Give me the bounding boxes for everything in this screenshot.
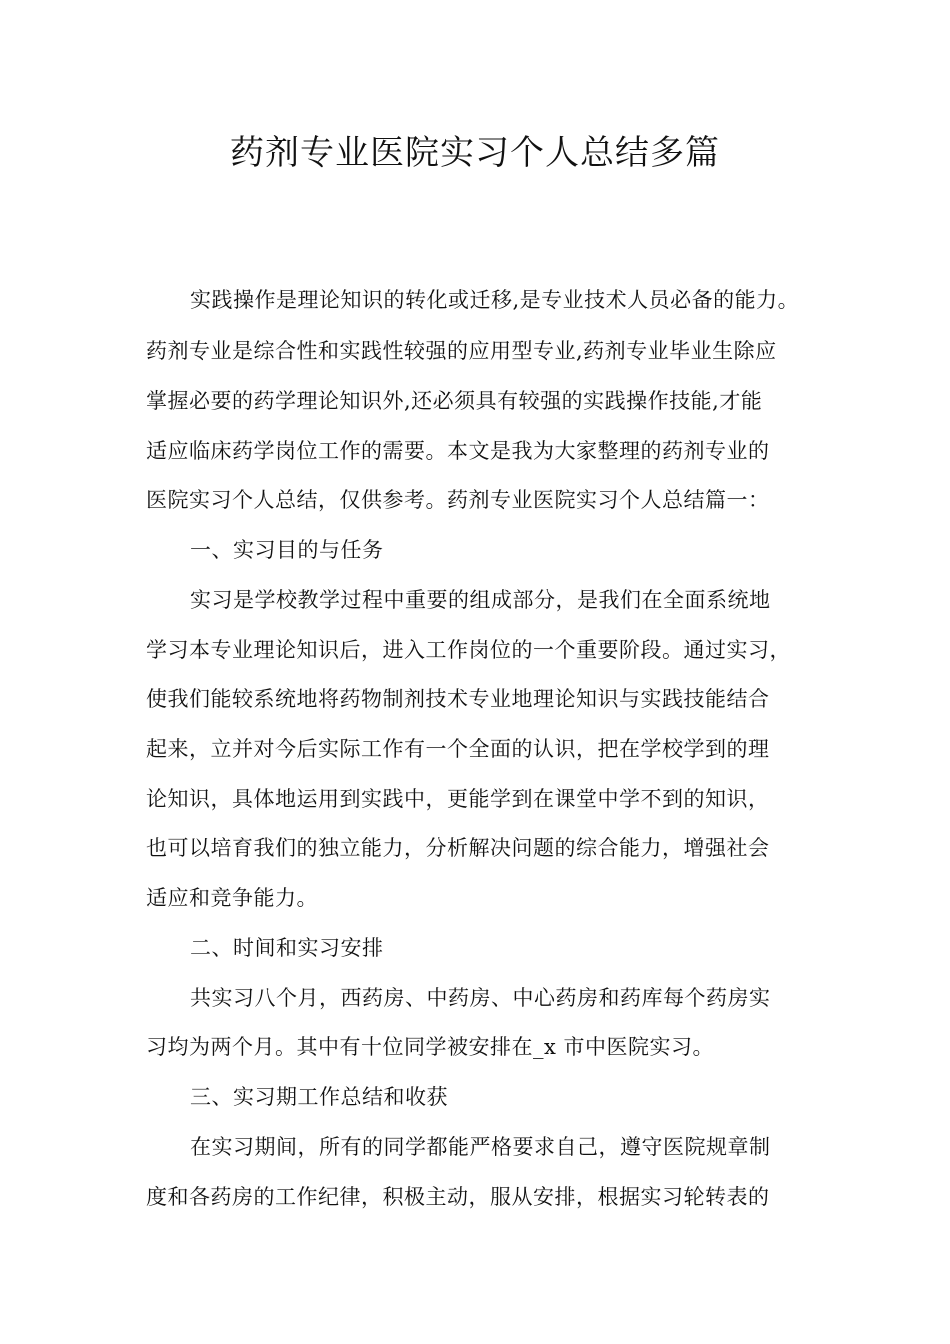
paragraph-line: 也可以培育我们的独立能力，分析解决问题的综合能力，增强社会 — [146, 836, 770, 860]
paragraph-line: 在实习期间，所有的同学都能严格要求自己，遵守医院规章制 — [190, 1135, 771, 1159]
paragraph-line: 论知识，具体地运用到实践中，更能学到在课堂中学不到的知识， — [146, 787, 770, 811]
paragraph-line: 药剂专业是综合性和实践性较强的应用型专业,药剂专业毕业生除应 — [146, 339, 777, 363]
section-heading: 二、时间和实习安排 — [190, 936, 384, 960]
section-heading: 一、实习目的与任务 — [190, 538, 384, 562]
paragraph-line: 起来，立并对今后实际工作有一个全面的认识，把在学校学到的理 — [146, 737, 770, 761]
paragraph-line: 习均为两个月。其中有十位同学被安排在_x 市中医院实习。 — [146, 1035, 715, 1059]
paragraph-line: 适应临床药学岗位工作的需要。本文是我为大家整理的药剂专业的 — [146, 439, 770, 463]
document-title: 药剂专业医院实习个人总结多篇 — [230, 133, 720, 173]
paragraph-line: 医院实习个人总结，仅供参考。药剂专业医院实习个人总结篇一： — [146, 488, 770, 512]
paragraph-line: 适应和竞争能力。 — [146, 886, 318, 910]
paragraph-line: 共实习八个月，西药房、中药房、中心药房和药库每个药房实 — [190, 986, 771, 1010]
paragraph-line: 实习是学校教学过程中重要的组成部分，是我们在全面系统地 — [190, 588, 771, 612]
section-heading: 三、实习期工作总结和收获 — [190, 1085, 448, 1109]
paragraph-line: 掌握必要的药学理论知识外,还必须具有较强的实践操作技能,才能 — [146, 389, 763, 413]
paragraph-line: 使我们能较系统地将药物制剂技术专业地理论知识与实践技能结合 — [146, 687, 770, 711]
paragraph-line: 学习本专业理论知识后，进入工作岗位的一个重要阶段。通过实习， — [146, 638, 791, 662]
paragraph-line: 实践操作是理论知识的转化或迁移,是专业技术人员必备的能力。 — [190, 288, 800, 312]
paragraph-line: 度和各药房的工作纪律，积极主动，服从安排，根据实习轮转表的 — [146, 1185, 770, 1209]
